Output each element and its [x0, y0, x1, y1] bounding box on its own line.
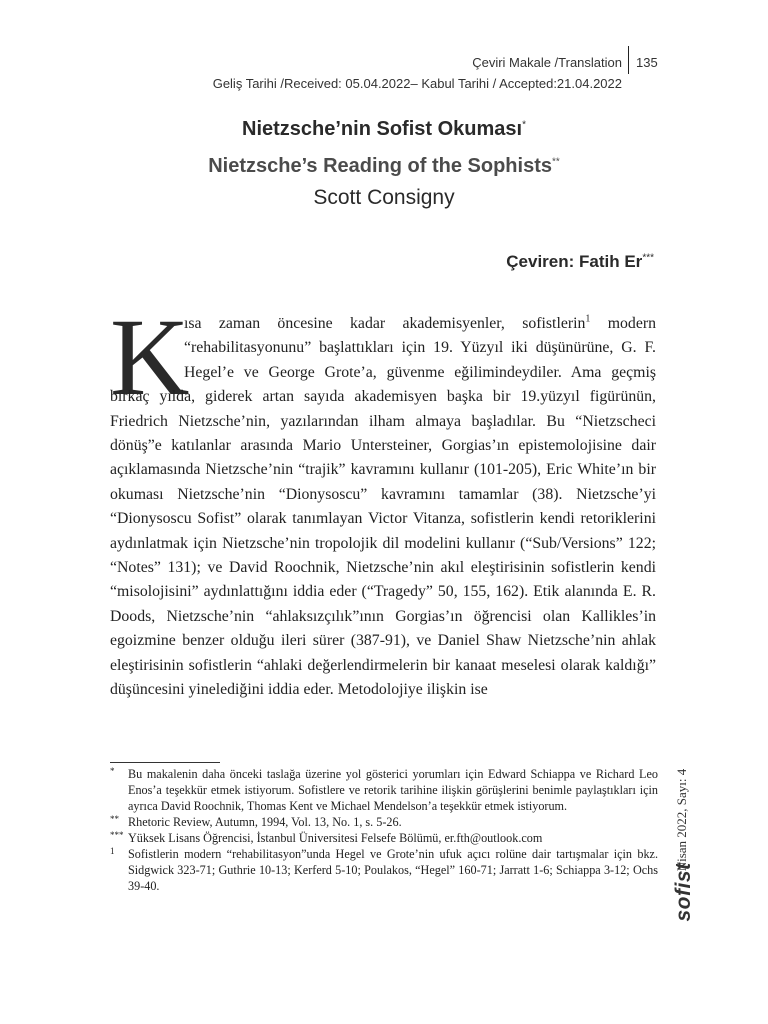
article-title-tr: Nietzsche’nin Sofist Okuması* — [242, 118, 526, 140]
page-number: 135 — [636, 55, 658, 70]
body-footnote-ref: 1 — [585, 313, 591, 325]
title-footnote-mark: * — [522, 119, 526, 131]
title-en-footnote-mark: ** — [551, 156, 560, 168]
translator-footnote-mark: *** — [642, 252, 654, 264]
footnote: ** Rhetoric Review, Autumn, 1994, Vol. 13, No. 1, s. 5-26. — [110, 814, 402, 829]
submission-dates: Geliş Tarihi /Received: 05.04.2022– Kabul Tarihi / Accepted:21.04.2022 — [212, 76, 622, 91]
footnote: *** Yüksek Lisans Öğrencisi, İstanbul Üniversitesi Felsefe Bölümü, er.fth@outlook.com — [110, 830, 543, 845]
journal-brand: sofist — [672, 862, 695, 922]
header-divider — [628, 46, 629, 74]
drop-cap: K — [110, 296, 190, 418]
footnote: * Bu makalenin daha önceki taslağa üzerine yol gösterici yorumları için Edward Schiappa ve Richard Leo Enos’a teşekkür etmek istiyorum. Sofistlere ve retorik tarihine ilişkin görüşlerini benimle paylaştıkları için ayrıca David Roochnik, Thomas Kent ve Michael Mendelson’a teşekkür etmek istiyorum. — [110, 766, 658, 813]
article-body — [110, 312, 656, 703]
footnote: 1 Sofistlerin modern “rehabilitasyon”unda Hegel ve Grote’nin ufuk açıcı rolüne dair tartışmalar için bkz. Sidgwick 323-71; Guthrie 10-13; Kerferd 5-10; Poulakos, “Hegel” 160-71; Jarratt 1-6; Schiappa 3-12; Ochs 39-40. — [110, 846, 658, 893]
running-header-section: Çeviri Makale /Translation — [472, 55, 622, 70]
author-name: Scott Consigny — [313, 186, 455, 209]
footnotes — [110, 766, 658, 894]
issue-citation: Nisan 2022, Sayı: 4 — [674, 768, 689, 872]
footnote-divider — [110, 762, 220, 763]
drop-cap-space — [110, 312, 184, 380]
body-paragraph: ısa zaman öncesine kadar akademisyenler, sofistlerin$^1$ modern “rehabilitasyonunu” başlattıkları için 19. Yüzyıl iki düşünürüne, G. F. Hegel’e ve George Grote’a, güvenme eğilimindeydiler. Ama geçmiş birkaç yılda, giderek artan sayıda akademisyen başka bir 19.yüzyıl figürünün, Friedrich Nietzsche’nin, yazılarından ilham almaya başladılar. Bu “Nietzscheci dönüş”e katılanlar arasında Mario Untersteiner, Gorgias’ın epistemolojisine dair açıklamasında Nietzsche’nin “trajik” kavramını kullanır (101-205), Eric White’ın bir okuması Nietzsche’nin “Dionysoscu” kavramını tamamlar (38). Nietzsche’yi “Dionysoscu Sofist” olarak tanımlayan Victor Vitanza, sofistlerin kendi retoriklerini aydınlatmak için Nietzsche’nin tropolojik dil modelini kullanır (“Sub/Versions” 122; “Notes” 131); ve David Roochnik, Nietzsche’nin akıl eleştirisinin sofistlerin kendi “misolojisini” aydınlattığını iddia eder (“Tragedy” 50, 155, 162). Etik alanında E. R. Doods, Nietzsche’nin “ahlaksızçılık”ının Gorgias’ın öğrencisi olan Kallikles’in egoizmine benzer olduğu ileri sürer (387-91), ve Daniel Shaw Nietzsche’nin ahlak eleştirisinin sofistlerin “ahlaki değerlendirmelerin bir kanaat meselesi olarak kaldığı” düşüncesini yinelediğini iddia eder. Metodolojiye ilişkin ise — [110, 313, 656, 699]
translator-credit: Çeviren: Fatih Er*** — [506, 252, 654, 271]
article-title-en: Nietzsche’s Reading of the Sophists** — [208, 155, 560, 177]
